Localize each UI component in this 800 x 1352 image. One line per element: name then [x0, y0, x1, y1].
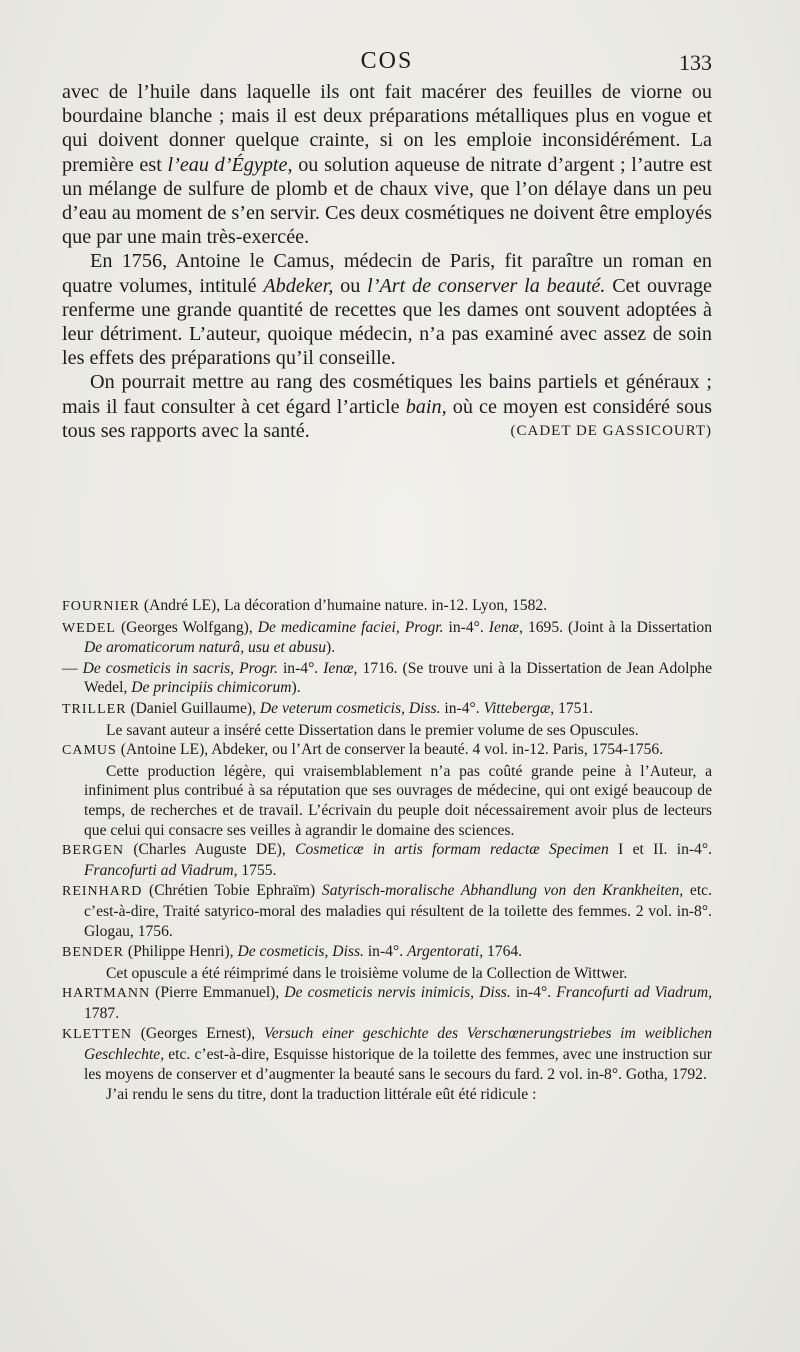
entry-text: — [62, 659, 83, 677]
paragraph-2 [62, 249, 712, 370]
entry-note: Cet opuscule a été réimprimé dans le troisième volume de la Collection de Wittwer. [106, 964, 628, 982]
entry-text: in-4°. [277, 659, 324, 677]
bibliography-entry [62, 699, 712, 720]
entry-author: REINHARD [62, 884, 143, 900]
entry-text: ). [291, 679, 301, 697]
article-body [62, 80, 712, 443]
paragraph-text: On pourrait mettre au rang des cosmétiques les bains partiels et généraux ; mais il faut consulter à cet égard l’article [62, 371, 712, 418]
bibliography-entry [62, 881, 712, 941]
entry-author: CAMUS [62, 743, 117, 759]
entry-author: HARTMANN [62, 986, 151, 1002]
entry-text: I et II. in-4°. [608, 841, 712, 859]
running-head: COS [360, 48, 414, 74]
entry-text: 1764. [483, 943, 523, 961]
entry-place: Argentorati, [407, 943, 484, 961]
entry-place: Francofurti ad Viadrum, [556, 984, 713, 1002]
entry-text: (Charles Auguste DE), [124, 841, 296, 859]
entry-text: ). [326, 639, 336, 657]
entry-text: (Antoine LE), Abdeker, ou l’Art de conserver la beauté. 4 vol. in-12. Paris, 1754-1756. [116, 741, 664, 759]
paragraph-text: ou solution aqueuse de nitrate d’argent ; l’autre est un mélange de sulfure de plomb et de chaux vive, que l’on délaye dans un peu d’eau au moment de s’en servir. Ces deux cosmétiques ne doivent être employés que par une main très-exercée. [62, 153, 713, 249]
entry-author: BERGEN [62, 843, 124, 859]
entry-text: (Georges Ernest), [131, 1025, 264, 1043]
entry-title: Cosmeticæ in artis formam redactæ Specimen [295, 841, 609, 859]
bibliography-entry [62, 618, 712, 658]
entry-text: etc. c’est-à-dire, Esquisse historique de la toilette des femmes, avec une instruction sur les moyens de conserver et d’augmenter la beauté sans le secours du fard. 2 vol. in-8°. Gotha, 1792. [84, 1046, 712, 1083]
bibliography-entry [62, 942, 712, 963]
entry-text: etc. c’est-à-dire, Traité satyrico-moral des maladies qui résultent de la toilette des femmes. 2 vol. in-8°. Glogau, 1756. [84, 882, 712, 940]
entry-text: (Chrétien Tobie Ephraïm) [142, 882, 322, 900]
entry-title: De medicamine faciei, Progr. [257, 618, 444, 636]
entry-text: 1695. (Joint à la Dissertation [522, 618, 712, 636]
entry-text: (Philippe Henri), [124, 943, 238, 961]
book-title: Abdeker, [263, 274, 334, 297]
bibliography-entry [62, 840, 712, 880]
entry-note: Cette production légère, qui vraisemblablement n’a pas coûté grande peine à l’Auteur, a infiniment plus contribué à sa réputation que ses ouvrages de médecine, qui ont exigé beaucoup de temps, de recherches et de travail. L’écrivain du peuple doit nécessairement avoir plus de lecteurs que celui qui consacre ses veilles à agrandir le domaine des sciences. [84, 762, 712, 839]
entry-text: (Georges Wolfgang), [115, 618, 258, 636]
entry-place: Vittebergæ, [483, 699, 555, 717]
italic-term: l’eau d’Égypte, [167, 153, 293, 176]
entry-title: De cosmeticis in sacris, Progr. [82, 659, 278, 677]
author-signature: (CADET DE GASSICOURT) [510, 423, 712, 440]
entry-text: in-4°. [440, 699, 484, 717]
entry-text: in-4°. [510, 984, 557, 1002]
entry-place: Ienæ, [488, 618, 523, 636]
entry-title: De principiis chimicorum [131, 679, 292, 697]
page-number: 133 [679, 50, 712, 75]
bibliography-entry [62, 596, 712, 617]
entry-author: WEDEL [62, 620, 116, 636]
entry-text: 1751. [554, 699, 594, 717]
entry-text: (Pierre Emmanuel), [150, 984, 285, 1002]
book-title: l’Art de conserver la beauté. [367, 274, 606, 297]
entry-author: TRILLER [62, 701, 127, 717]
italic-term: bain, [405, 395, 447, 418]
entry-author: KLETTEN [62, 1027, 132, 1043]
entry-title: Versuch einer geschichte des Verschœnerungstriebes im weiblichen Geschlechte, [84, 1025, 712, 1064]
page-header [62, 48, 712, 78]
entry-text: in-4°. [363, 943, 407, 961]
entry-title: De aromaticorum naturâ, usu et abusu [84, 639, 326, 657]
entry-title: Satyrisch-moralische Abhandlung von den Krankheiten, [321, 882, 684, 900]
bibliography [62, 596, 712, 1105]
bibliography-entry [62, 740, 712, 761]
entry-note: Le savant auteur a inséré cette Dissertation dans le premier volume de ses Opuscules. [106, 721, 639, 739]
entry-title: De cosmeticis nervis inimicis, Diss. [284, 984, 511, 1002]
entry-text: 1716. (Se trouve uni à la Dissertation de Jean Adolphe Wedel, [84, 659, 712, 697]
entry-title: De cosmeticis, Diss. [237, 943, 364, 961]
paragraph-text: avec de l’huile dans laquelle ils ont fait macérer des feuilles de viorne ou bourdaine blanche ; mais il est deux préparations métalliques plus en vogue et qui doivent donner quelque crainte, si on les emploie inconsidérément. La première est [62, 81, 712, 176]
paragraph-1 [62, 80, 712, 249]
bibliography-entry [62, 659, 712, 698]
entry-text: in-4°. [443, 618, 489, 636]
bibliography-entry [62, 983, 712, 1023]
entry-text: (André LE), La décoration d’humaine nature. in-12. Lyon, 1582. [140, 597, 548, 614]
entry-author: BENDER [62, 945, 124, 961]
entry-text: 1755. [237, 861, 277, 879]
paragraph-text: Cet ouvrage renferme une grande quantité de recettes que les dames ont souvent adoptées à leur détriment. L’auteur, quoique médecin, n’a pas examiné avec assez de soin les effets des préparations qu’il conseille. [62, 274, 713, 370]
entry-text: (Daniel Guillaume), [126, 699, 260, 717]
bibliography-entry [62, 1024, 712, 1084]
paragraph-text: où ce moyen est considéré sous tous ses rapports avec la santé. [62, 395, 713, 442]
paragraph-text: En 1756, Antoine le Camus, médecin de Paris, fit paraître un roman en quatre volumes, intitulé [62, 250, 712, 297]
entry-title: De veterum cosmeticis, Diss. [259, 699, 441, 717]
entry-author: FOURNIER [62, 599, 141, 614]
entry-place: Ienæ, [323, 659, 358, 677]
entry-place: Francofurti ad Viadrum, [84, 861, 238, 879]
entry-note: J’ai rendu le sens du titre, dont la traduction littérale eût été ridicule : [106, 1086, 537, 1104]
entry-text: 1787. [84, 1004, 120, 1022]
paragraph-text: ou [333, 274, 368, 297]
